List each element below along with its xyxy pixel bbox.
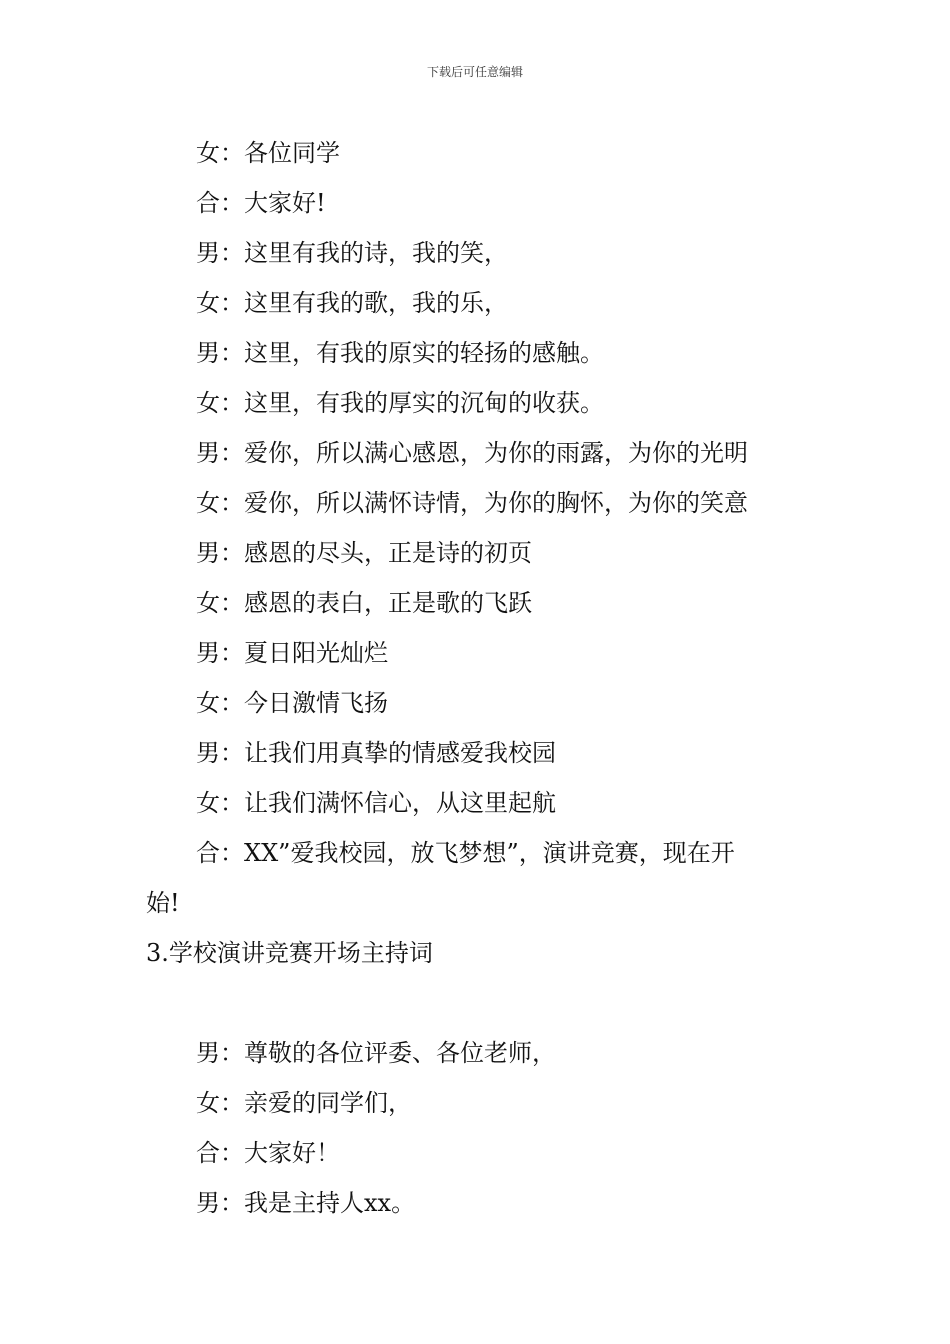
dialogue-line: 合：大家好!: [196, 189, 326, 217]
closing-line-continued: 始!: [146, 889, 180, 917]
dialogue-line: 男：我是主持人xx。: [196, 1189, 416, 1217]
dialogue-line: 女：爱你，所以满怀诗情，为你的胸怀，为你的笑意: [196, 489, 748, 517]
dialogue-line: 女：亲爱的同学们，: [196, 1089, 412, 1117]
dialogue-line: 女：各位同学: [196, 139, 340, 167]
dialogue-line: 女：感恩的表白，正是歌的飞跃: [196, 589, 532, 617]
dialogue-line: 男：爱你，所以满心感恩，为你的雨露，为你的光明: [196, 439, 748, 467]
dialogue-line: 合：大家好！: [196, 1139, 340, 1167]
document-body: [146, 128, 810, 1228]
dialogue-line: 男：夏日阳光灿烂: [196, 639, 388, 667]
section-heading: 3.学校演讲竞赛开场主持词: [146, 939, 433, 967]
closing-line: 合：XX”爱我校园，放飞梦想”，演讲竞赛，现在开: [196, 839, 735, 867]
page-header-note: 下载后可任意编辑: [426, 65, 523, 79]
dialogue-line: 女：这里，有我的厚实的沉甸的收获。: [196, 389, 604, 417]
dialogue-line: 女：今日激情飞扬: [196, 689, 388, 717]
dialogue-line: 男：让我们用真挚的情感爱我校园: [196, 739, 556, 767]
dialogue-line: 男：这里有我的诗，我的笑，: [196, 239, 508, 267]
blank-gap: [146, 978, 810, 1028]
dialogue-line: 男：这里，有我的原实的轻扬的感触。: [196, 339, 604, 367]
dialogue-line: 男：感恩的尽头，正是诗的初页: [196, 539, 532, 567]
dialogue-line: 男：尊敬的各位评委、各位老师，: [196, 1039, 556, 1067]
dialogue-line: 女：让我们满怀信心，从这里起航: [196, 789, 556, 817]
dialogue-line: 女：这里有我的歌，我的乐，: [196, 289, 508, 317]
